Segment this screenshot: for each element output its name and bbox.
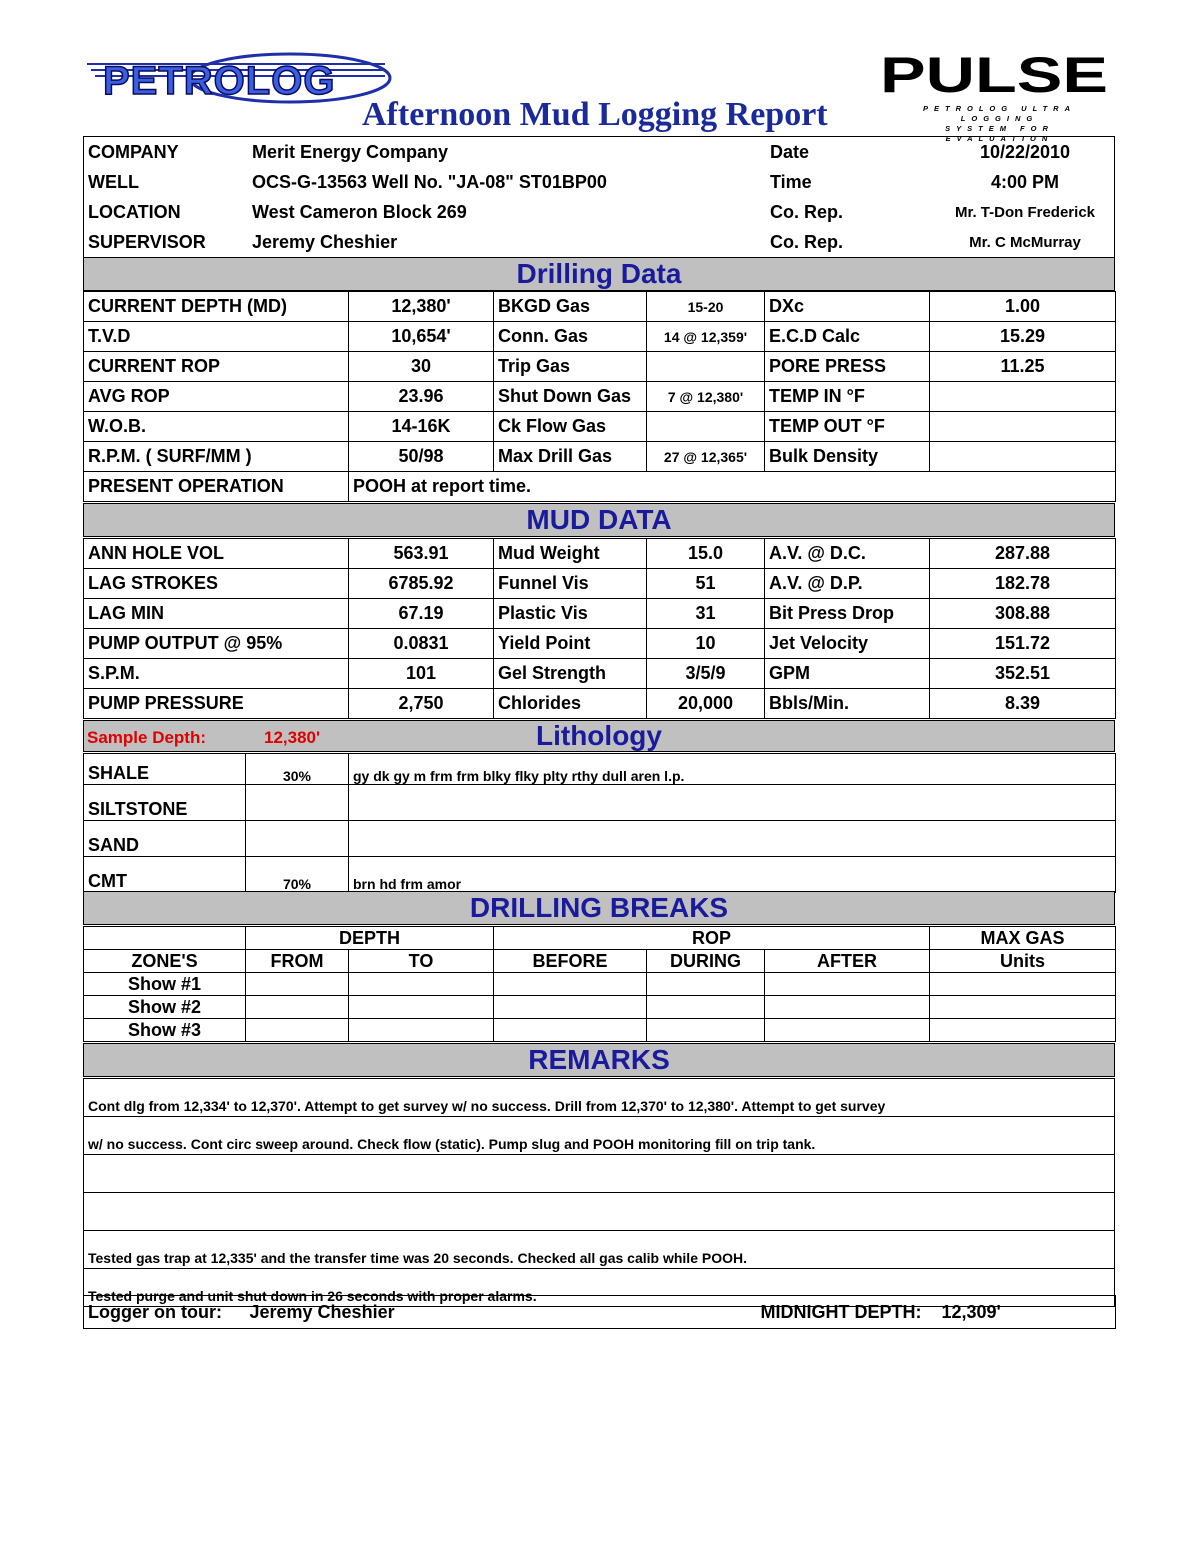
well-info-box — [83, 136, 1115, 258]
field-label: PORE PRESS — [765, 352, 930, 382]
rock-percent — [246, 821, 349, 857]
field-value: 31 — [647, 599, 765, 629]
company-value: Merit Energy Company — [252, 141, 449, 162]
rock-description — [349, 785, 1116, 821]
breaks-cell — [494, 1019, 647, 1042]
table-row — [84, 629, 1116, 659]
breaks-cell — [647, 1019, 765, 1042]
table-row — [84, 659, 1116, 689]
tagline-line-1: PETROLOG ULTRA LOGGING — [922, 104, 1077, 123]
date-label: Date — [770, 141, 810, 162]
rock-percent — [246, 785, 349, 821]
remarks-line: Tested gas trap at 12,335' and the transfer time was 20 seconds. Checked all gas calib while POOH. — [84, 1231, 1115, 1269]
rock-description: gy dk gy m frm frm blky flky plty rthy dull aren l.p. — [349, 754, 1116, 785]
lithology-row — [84, 857, 1116, 893]
breaks-cell — [765, 1019, 930, 1042]
field-label: LAG MIN — [84, 599, 349, 629]
breaks-column-headers — [84, 950, 1116, 973]
table-row — [84, 442, 1116, 472]
table-row — [84, 996, 1116, 1019]
field-value: 2,750 — [349, 689, 494, 719]
field-value: 7 @ 12,380' — [647, 382, 765, 412]
logger-value: Jeremy Cheshier — [246, 1296, 736, 1329]
field-value: 15.0 — [647, 539, 765, 569]
remarks-line — [84, 1155, 1115, 1193]
field-value: 23.96 — [349, 382, 494, 412]
breaks-cell — [494, 973, 647, 996]
corep-label-1: Co. Rep. — [770, 201, 844, 222]
field-value: 563.91 — [349, 539, 494, 569]
remarks-row — [84, 1231, 1115, 1269]
field-value — [930, 412, 1116, 442]
field-label: Bulk Density — [765, 442, 930, 472]
field-label: Jet Velocity — [765, 629, 930, 659]
lithology-row — [84, 821, 1116, 857]
breaks-column-header: Units — [930, 950, 1116, 973]
lithology-title: Lithology — [536, 720, 662, 751]
breaks-cell — [765, 973, 930, 996]
breaks-cell — [930, 996, 1116, 1019]
field-value: 12,380' — [349, 292, 494, 322]
field-label: Conn. Gas — [494, 322, 647, 352]
table-row — [84, 1019, 1116, 1042]
table-row — [84, 292, 1116, 322]
field-label: ANN HOLE VOL — [84, 539, 349, 569]
field-value: 0.0831 — [349, 629, 494, 659]
field-label: Plastic Vis — [494, 599, 647, 629]
breaks-cell — [765, 996, 930, 1019]
breaks-cell — [349, 996, 494, 1019]
field-label: CURRENT ROP — [84, 352, 349, 382]
field-label: Bit Press Drop — [765, 599, 930, 629]
tagline-line-2: SYSTEM FOR EVALUATION — [945, 124, 1054, 143]
remarks-line: Cont dlg from 12,334' to 12,370'. Attempt to get survey w/ no success. Drill from 12,370' to 12,380'. Attempt to get survey — [84, 1079, 1115, 1117]
breaks-column-header: BEFORE — [494, 950, 647, 973]
rock-type: SAND — [84, 821, 246, 857]
breaks-cell — [349, 1019, 494, 1042]
breaks-cell — [246, 973, 349, 996]
lithology-table — [83, 753, 1115, 893]
field-value: 8.39 — [930, 689, 1116, 719]
table-row — [84, 352, 1116, 382]
location-label: LOCATION — [88, 201, 181, 222]
breaks-column-header: TO — [349, 950, 494, 973]
field-label: TEMP IN °F — [765, 382, 930, 412]
field-value: 14-16K — [349, 412, 494, 442]
midnight-depth-label: MIDNIGHT DEPTH: — [736, 1296, 926, 1329]
remarks-row — [84, 1155, 1115, 1193]
field-value: 287.88 — [930, 539, 1116, 569]
field-label: PUMP PRESSURE — [84, 689, 349, 719]
rock-percent: 70% — [246, 857, 349, 893]
field-value: 10 — [647, 629, 765, 659]
field-value — [930, 382, 1116, 412]
company-label: COMPANY — [88, 141, 179, 162]
remarks-line — [84, 1193, 1115, 1231]
remarks-line: w/ no success. Cont circ sweep around. Check flow (static). Pump slug and POOH monitoring fill on trip tank. — [84, 1117, 1115, 1155]
field-label: S.P.M. — [84, 659, 349, 689]
field-label: PUMP OUTPUT @ 95% — [84, 629, 349, 659]
field-label: R.P.M. ( SURF/MM ) — [84, 442, 349, 472]
field-label: DXc — [765, 292, 930, 322]
breaks-cell — [647, 996, 765, 1019]
supervisor-label: SUPERVISOR — [88, 231, 206, 252]
field-label: CURRENT DEPTH (MD) — [84, 292, 349, 322]
remarks-heading: REMARKS — [83, 1043, 1115, 1077]
table-row — [84, 382, 1116, 412]
table-row — [84, 322, 1116, 352]
field-label: TEMP OUT °F — [765, 412, 930, 442]
drilling-breaks-heading: DRILLING BREAKS — [83, 891, 1115, 925]
rock-type: SHALE — [84, 754, 246, 785]
mud-data-table — [83, 538, 1115, 719]
table-row — [84, 539, 1116, 569]
field-value: 1.00 — [930, 292, 1116, 322]
field-value: 67.19 — [349, 599, 494, 629]
report-title: Afternoon Mud Logging Report — [362, 96, 828, 133]
present-operation-value: POOH at report time. — [349, 472, 1116, 502]
show-zone-label: Show #1 — [84, 973, 246, 996]
field-value — [930, 442, 1116, 472]
field-label: Max Drill Gas — [494, 442, 647, 472]
breaks-column-header: ZONE'S — [84, 950, 246, 973]
sample-depth-label: Sample Depth: — [87, 728, 207, 747]
remarks-table — [83, 1078, 1115, 1307]
svg-text:PULSE: PULSE — [880, 52, 1108, 96]
table-row — [84, 569, 1116, 599]
drilling-breaks-table — [83, 926, 1115, 1042]
breaks-cell — [246, 996, 349, 1019]
show-zone-label: Show #3 — [84, 1019, 246, 1042]
field-label: Bbls/Min. — [765, 689, 930, 719]
remarks-row — [84, 1193, 1115, 1231]
field-value — [647, 412, 765, 442]
field-label: A.V. @ D.C. — [765, 539, 930, 569]
field-label: Gel Strength — [494, 659, 647, 689]
field-value: 6785.92 — [349, 569, 494, 599]
field-value: 352.51 — [930, 659, 1116, 689]
field-value: 50/98 — [349, 442, 494, 472]
well-label: WELL — [88, 171, 139, 192]
max-gas-group-header: MAX GAS — [930, 927, 1116, 950]
supervisor-value: Jeremy Cheshier — [252, 231, 398, 252]
drilling-data-heading: Drilling Data — [83, 257, 1115, 291]
breaks-cell — [349, 973, 494, 996]
field-value — [647, 352, 765, 382]
breaks-blank-header — [84, 927, 246, 950]
field-label: Chlorides — [494, 689, 647, 719]
rop-group-header: ROP — [494, 927, 930, 950]
breaks-column-header: FROM — [246, 950, 349, 973]
table-row — [84, 689, 1116, 719]
corep-label-2: Co. Rep. — [770, 231, 844, 252]
field-value: 14 @ 12,359' — [647, 322, 765, 352]
field-value: 20,000 — [647, 689, 765, 719]
lithology-row — [84, 785, 1116, 821]
location-value: West Cameron Block 269 — [252, 201, 467, 222]
field-label: Trip Gas — [494, 352, 647, 382]
sample-depth-value: 12,380' — [264, 728, 321, 747]
corep-value-2: Mr. C McMurray — [969, 233, 1081, 251]
show-zone-label: Show #2 — [84, 996, 246, 1019]
field-value: 3/5/9 — [647, 659, 765, 689]
rock-percent: 30% — [246, 754, 349, 785]
date-value: 10/22/2010 — [979, 141, 1071, 162]
footer-box — [83, 1295, 1115, 1329]
time-value: 4:00 PM — [990, 171, 1060, 192]
logger-label: Logger on tour: — [84, 1296, 246, 1329]
field-value: 11.25 — [930, 352, 1116, 382]
pulse-logo — [880, 52, 1110, 96]
field-label: Ck Flow Gas — [494, 412, 647, 442]
field-label: Yield Point — [494, 629, 647, 659]
field-label: Funnel Vis — [494, 569, 647, 599]
mud-data-heading: MUD DATA — [83, 503, 1115, 537]
field-label: LAG STROKES — [84, 569, 349, 599]
field-label: E.C.D Calc — [765, 322, 930, 352]
field-value: 308.88 — [930, 599, 1116, 629]
field-label: A.V. @ D.P. — [765, 569, 930, 599]
breaks-column-header: DURING — [647, 950, 765, 973]
table-row — [84, 599, 1116, 629]
field-label: Shut Down Gas — [494, 382, 647, 412]
rock-description: brn hd frm amor — [349, 857, 1116, 893]
field-value: 51 — [647, 569, 765, 599]
table-row — [84, 973, 1116, 996]
time-label: Time — [770, 171, 812, 192]
midnight-depth-value: 12,309' — [926, 1296, 1116, 1329]
svg-text:PETROLOG: PETROLOG — [103, 59, 336, 103]
field-value: 30 — [349, 352, 494, 382]
depth-group-header: DEPTH — [246, 927, 494, 950]
field-label: BKGD Gas — [494, 292, 647, 322]
remarks-line: Tested purge and unit shut down in 26 seconds with proper alarms. — [84, 1269, 1115, 1307]
field-value: 15-20 — [647, 292, 765, 322]
remarks-row — [84, 1079, 1115, 1117]
lithology-row — [84, 754, 1116, 785]
breaks-cell — [930, 973, 1116, 996]
field-label: Mud Weight — [494, 539, 647, 569]
field-label: T.V.D — [84, 322, 349, 352]
rock-type: SILTSTONE — [84, 785, 246, 821]
remarks-row — [84, 1117, 1115, 1155]
breaks-column-header: AFTER — [765, 950, 930, 973]
field-value: 151.72 — [930, 629, 1116, 659]
rock-description — [349, 821, 1116, 857]
drilling-data-table — [83, 291, 1115, 502]
field-value: 182.78 — [930, 569, 1116, 599]
field-value: 27 @ 12,365' — [647, 442, 765, 472]
field-value: 15.29 — [930, 322, 1116, 352]
present-operation-label: PRESENT OPERATION — [84, 472, 349, 502]
breaks-cell — [647, 973, 765, 996]
field-label: W.O.B. — [84, 412, 349, 442]
well-value: OCS-G-13563 Well No. "JA-08" ST01BP00 — [252, 171, 607, 192]
field-label: GPM — [765, 659, 930, 689]
field-value: 101 — [349, 659, 494, 689]
breaks-cell — [494, 996, 647, 1019]
breaks-cell — [246, 1019, 349, 1042]
lithology-heading — [83, 720, 1115, 752]
breaks-cell — [930, 1019, 1116, 1042]
corep-value-1: Mr. T-Don Frederick — [954, 203, 1096, 221]
table-row — [84, 412, 1116, 442]
petrolog-logo — [85, 50, 395, 106]
rock-type: CMT — [84, 857, 246, 893]
field-value: 10,654' — [349, 322, 494, 352]
field-label: AVG ROP — [84, 382, 349, 412]
